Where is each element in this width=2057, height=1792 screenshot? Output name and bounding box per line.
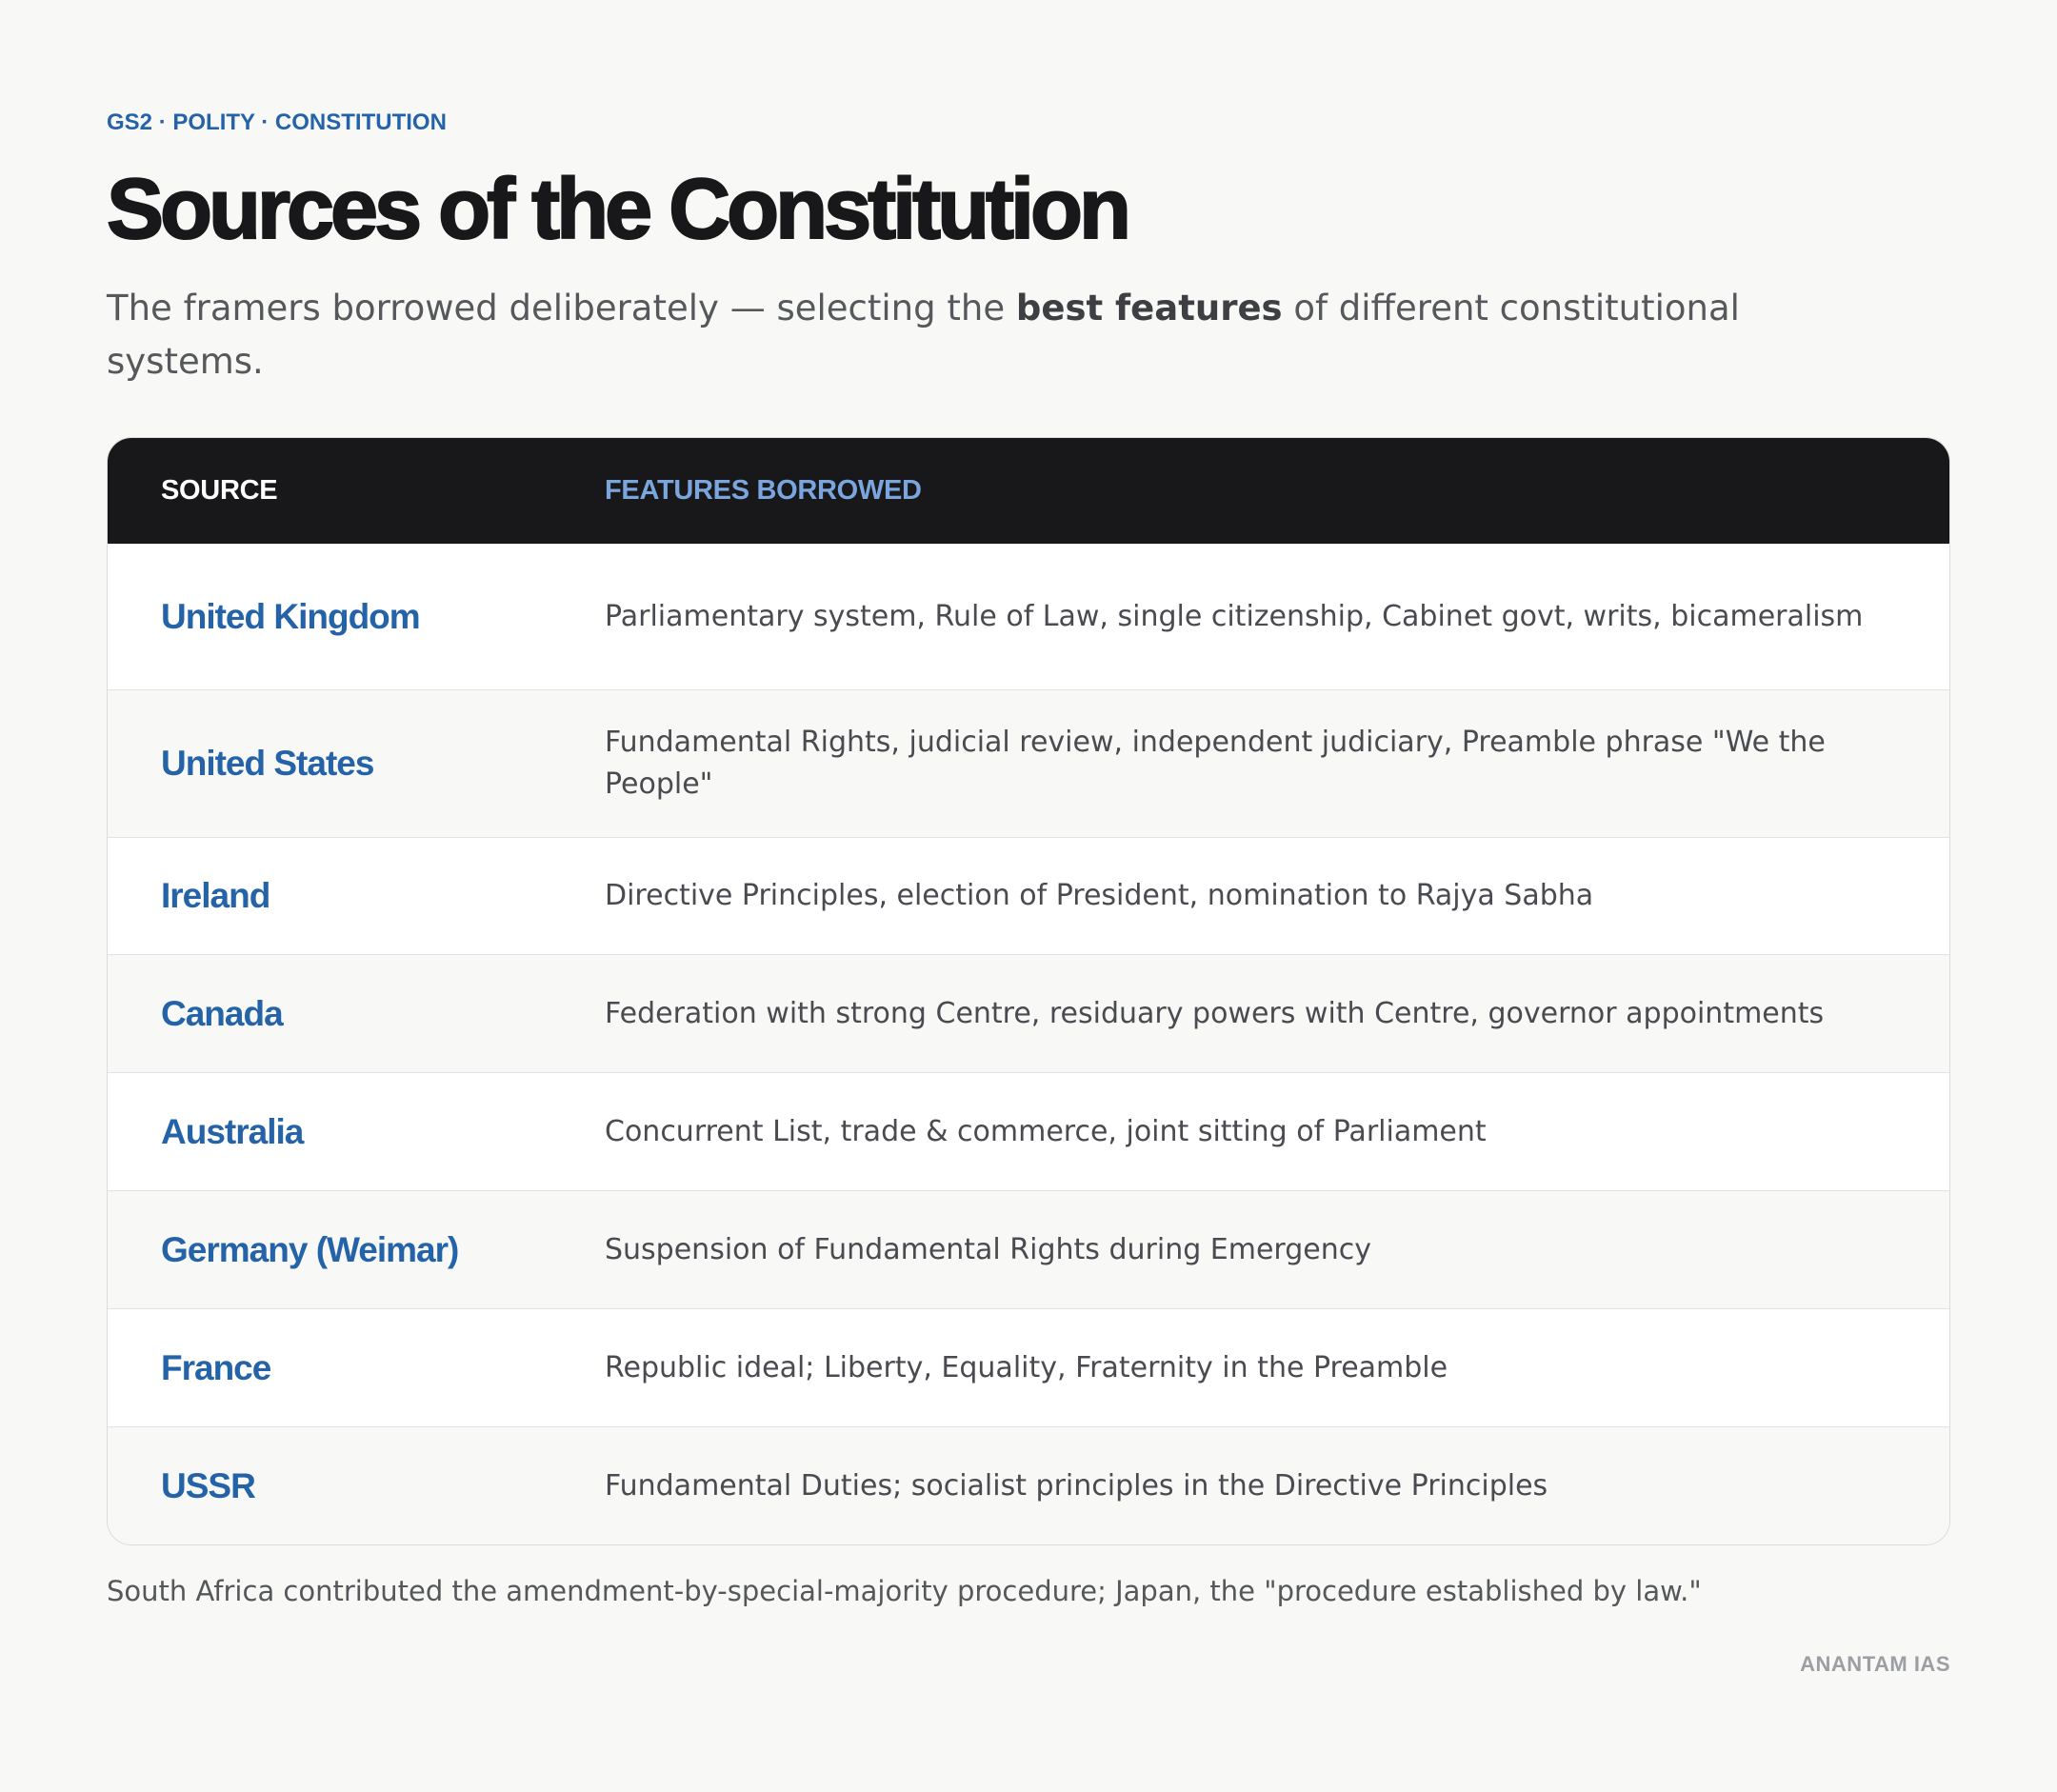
sources-table [107, 437, 1950, 1545]
table-row [108, 837, 1949, 954]
row-source: United States [161, 744, 374, 783]
row-source: USSR [161, 1465, 255, 1505]
table-header [108, 438, 1949, 544]
column-header-features: FEATURES BORROWED [605, 475, 922, 506]
row-source: France [161, 1347, 271, 1387]
row-source: Canada [161, 993, 283, 1033]
footnote: South Africa contributed the amendment-by-special-majority procedure; Japan, the "procedure established by law." [107, 1575, 1702, 1607]
table-row [108, 689, 1949, 837]
brand-label: ANANTAM IAS [1800, 1652, 1950, 1676]
table-row [108, 1308, 1949, 1426]
table-row [108, 1426, 1949, 1544]
row-source: Ireland [161, 876, 270, 915]
row-features: Suspension of Fundamental Rights during Emergency [605, 1232, 1371, 1266]
column-header-source: SOURCE [161, 475, 278, 506]
row-features: Directive Principles, election of President, nomination to Rajya Sabha [605, 879, 1594, 912]
table-row [108, 1190, 1949, 1308]
row-features: Federation with strong Centre, residuary powers with Centre, governor appointments [605, 996, 1825, 1030]
subtitle-emphasis: best features [1015, 288, 1283, 329]
eyebrow-label: GS2 · POLITY · CONSTITUTION [107, 110, 447, 135]
row-source: United Kingdom [161, 596, 420, 636]
row-source: Germany (Weimar) [161, 1229, 459, 1269]
page-subtitle [107, 282, 1745, 388]
row-features: Fundamental Rights, judicial review, independent judiciary, Preamble phrase "We the People" [605, 726, 1826, 801]
row-features: Parliamentary system, Rule of Law, single citizenship, Cabinet govt, writs, bicameralism [605, 599, 1864, 633]
subtitle-text-before: The framers borrowed deliberately — selecting the [107, 288, 1016, 329]
row-features: Fundamental Duties; socialist principles in the Directive Principles [605, 1468, 1548, 1503]
table-row [108, 544, 1949, 689]
page [107, 107, 1950, 1676]
page-title: Sources of the Constitution [107, 162, 1128, 257]
subtitle-text-after: of different constitutional systems. [107, 288, 1740, 382]
row-source: Australia [161, 1111, 304, 1151]
table-body [108, 544, 1949, 1544]
row-features: Concurrent List, trade & commerce, joint sitting of Parliament [605, 1114, 1487, 1148]
table-row [108, 1072, 1949, 1190]
table-row [108, 954, 1949, 1072]
row-features: Republic ideal; Liberty, Equality, Fraternity in the Preamble [605, 1350, 1448, 1384]
